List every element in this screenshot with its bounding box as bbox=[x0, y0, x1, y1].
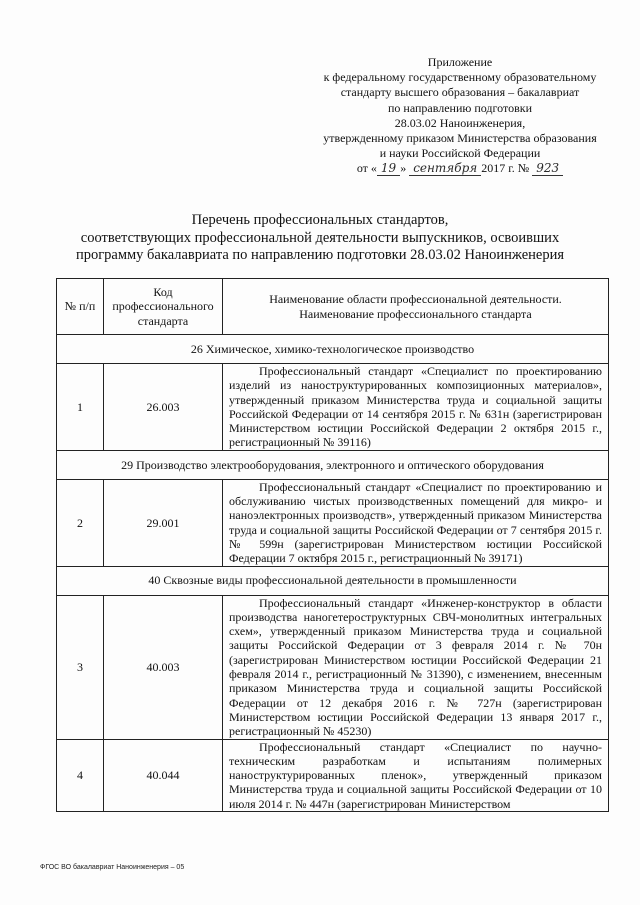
row-description bbox=[223, 479, 609, 566]
annex-block bbox=[290, 55, 630, 177]
annex-date-line bbox=[290, 161, 630, 176]
row-code: 26.003 bbox=[104, 364, 223, 451]
handwritten-month: сентября bbox=[409, 162, 481, 176]
row-text: Профессиональный стандарт «Специалист по научно-техническим разработкам и испытаниям полимерных наноструктурированных пленок», утвержденный приказом Министерства труда и социальной защиты Российской Федерации от 10 июля 2014 г. № 447н (зарегистрирован Министерством bbox=[229, 739, 602, 811]
handwritten-day: 19 bbox=[377, 162, 400, 176]
section-row bbox=[57, 450, 609, 479]
table-row bbox=[57, 479, 609, 566]
header-name-line2: Наименование профессионального стандарта bbox=[299, 306, 532, 321]
title-line: программу бакалавриата по направлению подготовки 28.03.02 Наноинженерия bbox=[75, 247, 565, 263]
row-text: Профессиональный стандарт «Специалист по проектированию и обслуживанию чистых производственных помещений для микро- и наноэлектронных производств», утвержденный приказом Министерства труда и социальной защиты Российской Федерации от 7 сентября 2015 г. № 599н (зарегистрирован Министерством юстиции Российской Федерации 7 октября 2015 г., регистрационный № 39171) bbox=[229, 479, 602, 566]
row-description bbox=[223, 364, 609, 451]
handwritten-number: 923 bbox=[532, 162, 563, 176]
section-row bbox=[57, 335, 609, 364]
page-footer: ФГОС ВО бакалавриат Наноинженерия – 05 bbox=[40, 864, 185, 871]
row-num: 4 bbox=[57, 739, 104, 811]
table-row bbox=[57, 595, 609, 739]
table-row bbox=[57, 364, 609, 451]
row-num: 2 bbox=[57, 479, 104, 566]
header-name bbox=[223, 279, 609, 335]
section-title: 26 Химическое, химико-технологическое производство bbox=[57, 335, 609, 364]
annex-line: стандарту высшего образования – бакалавриат bbox=[340, 85, 580, 100]
row-code: 40.044 bbox=[104, 739, 223, 811]
date-year: 2017 г. № bbox=[481, 161, 530, 176]
title-line: Перечень профессиональных стандартов, bbox=[191, 212, 449, 228]
document-title bbox=[40, 212, 600, 265]
header-code: Код профессионального стандарта bbox=[104, 279, 223, 335]
row-text: Профессиональный стандарт «Инженер-конструктор в области производства наногетероструктурных СВЧ-монолитных интегральных схем», утвержденный приказом Министерства труда и социальной защиты Российской Федерации от 3 февраля 2014 г. № 70н (зарегистрирован Министерством юстиции Российской Федерации 21 февраля 2014 г., регистрационный № 31390), с изменением, внесенным приказом Министерства труда и социальной защиты Российской Федерации от 12 декабря 2016 г. № 727н (зарегистрирован Министерством юстиции Российской Федерации 13 января 2017 г., регистрационный № 45230) bbox=[229, 595, 602, 739]
section-row bbox=[57, 566, 609, 595]
row-num: 3 bbox=[57, 595, 104, 739]
row-code: 29.001 bbox=[104, 479, 223, 566]
annex-line: Приложение bbox=[427, 55, 493, 69]
standards-table bbox=[56, 278, 609, 812]
header-num: № п/п bbox=[57, 279, 104, 335]
annex-line: утвержденному приказом Министерства образования bbox=[323, 131, 597, 146]
annex-line: и науки Российской Федерации bbox=[379, 146, 541, 161]
row-description bbox=[223, 739, 609, 811]
title-line: соответствующих профессиональной деятельности выпускников, освоивших bbox=[80, 229, 560, 246]
annex-line: к федеральному государственному образовательному bbox=[323, 70, 597, 85]
row-num: 1 bbox=[57, 364, 104, 451]
header-name-line1: Наименование области профессиональной деятельности. bbox=[269, 292, 562, 307]
table-row bbox=[57, 739, 609, 811]
annex-line: 28.03.02 Наноинженерия, bbox=[394, 115, 526, 130]
row-code: 40.003 bbox=[104, 595, 223, 739]
section-title: 40 Сквозные виды профессиональной деятельности в промышленности bbox=[57, 566, 609, 595]
annex-line: по направлению подготовки bbox=[387, 100, 533, 115]
table-header-row bbox=[57, 279, 609, 335]
section-title: 29 Производство электрооборудования, электронного и оптического оборудования bbox=[57, 450, 609, 479]
date-prefix: от « bbox=[356, 161, 377, 176]
row-text: Профессиональный стандарт «Специалист по проектированию изделий из наноструктурированных композиционных материалов», утвержденный приказом Министерства труда и социальной защиты Российской Федерации от 14 сентября 2015 г. № 631н (зарегистрирован Министерством юстиции Российской Федерации 2 октября 2015 г., регистрационный № 39116) bbox=[229, 364, 602, 450]
row-description bbox=[223, 595, 609, 739]
date-mid: » bbox=[400, 161, 407, 176]
